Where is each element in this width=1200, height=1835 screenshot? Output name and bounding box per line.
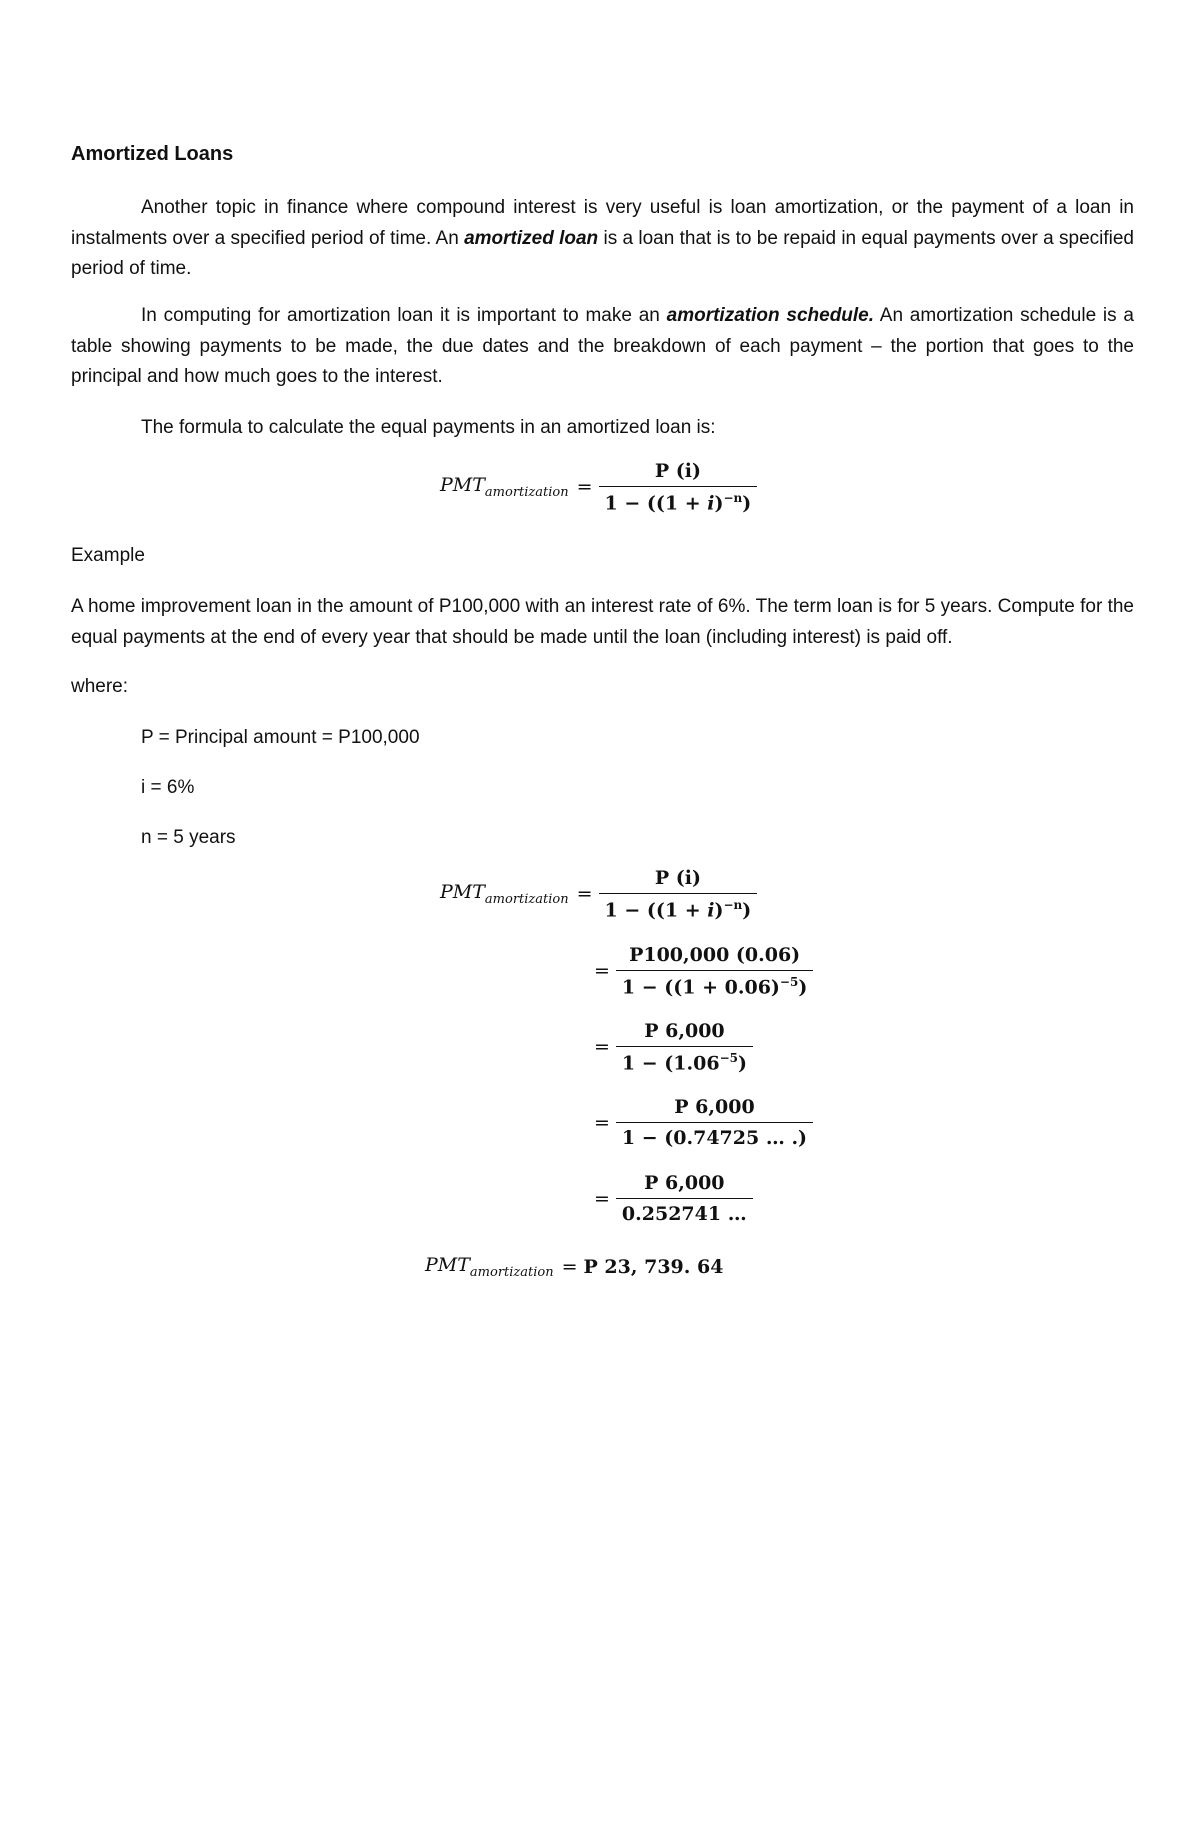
step-numerator: P 6,000: [616, 1096, 813, 1123]
variable-interest: i = 6%: [141, 777, 195, 798]
schedule-text-a: In computing for amortization loan it is important to make an: [141, 305, 667, 326]
step-fraction: [616, 944, 813, 998]
term-amortization-schedule: amortization schedule.: [666, 305, 875, 326]
step-numerator: P 6,000: [616, 1020, 753, 1047]
formula-denominator: $1 - ((1 + i)^{-n})$: [604, 491, 752, 515]
solution-equals: =: [576, 883, 593, 906]
formula-lhs: $PMT_{amortization}$: [440, 474, 569, 501]
general-formula: [440, 460, 757, 514]
where-label: where:: [71, 676, 129, 697]
intro-paragraph: [71, 193, 1134, 285]
example-paragraph: A home improvement loan in the amount of P100,000 with an interest rate of 6%. The term loan is for 5 years. Compute for the equal payments at the end of every year that should be made until the loan (including interest) is paid off.: [71, 596, 1134, 648]
solution-step: = $\frac{P 6,000}{1 - (0.74725 \dots .)}$: [592, 1096, 813, 1149]
example-label: Example: [71, 545, 145, 566]
intro-text-a: Another topic in finance where compound interest is very useful is loan amortization, or the payment of a loan in instalments over a specified period of time. An: [71, 197, 1134, 249]
intro-text-b: is a loan that is to be repaid in equal payments over a specified period of time.: [71, 227, 1134, 279]
term-amortized-loan: amortized loan: [464, 227, 599, 249]
step-fraction: [616, 1172, 753, 1225]
step-denominator: $1 - ((1 + 0.06)^{-5})$: [621, 975, 808, 999]
formula-fraction: [599, 460, 758, 514]
step-denominator: 1 − (0.74725 … .): [621, 1127, 808, 1149]
result-value: P 23, 739. 64: [583, 1256, 724, 1278]
step-numerator: P 6,000: [616, 1172, 753, 1199]
result-lhs: $PMT_{amortization}$: [425, 1254, 554, 1280]
schedule-paragraph: [71, 301, 1134, 393]
solution-formula: [440, 867, 757, 921]
section-heading: Amortized Loans: [71, 143, 234, 165]
step-denominator: $1 - (1.06^{-5})$: [621, 1051, 747, 1075]
variable-periods: n = 5 years: [141, 827, 236, 848]
variable-principal: P = Principal amount = P100,000: [141, 727, 420, 748]
result-equals: =: [561, 1256, 578, 1278]
step-fraction: [616, 1020, 753, 1074]
solution-lhs: $PMT_{amortization}$: [440, 881, 569, 908]
solution-numerator: P (i): [599, 867, 758, 894]
formula-equals: =: [576, 476, 593, 499]
solution-step: = $\frac{P 6,000}{1 - (1.06^{-5})}$: [592, 1020, 753, 1074]
formula-intro-paragraph: The formula to calculate the equal payments in an amortized loan is:: [141, 417, 716, 438]
step-numerator: P100,000 (0.06): [616, 944, 813, 971]
solution-step: = $\frac{P 6,000}{0.252741 \dots}$: [592, 1172, 753, 1225]
solution-denominator: $1 - ((1 + i)^{-n})$: [604, 898, 752, 922]
solution-step: = $\frac{P100,000 (0.06)}{1 - ((1 + 0.06)^{-5})}$: [592, 944, 813, 998]
step-fraction: [616, 1096, 813, 1149]
formula-numerator: P (i): [599, 460, 758, 487]
schedule-text-b: An amortization schedule is a table showing payments to be made, the due dates and the breakdown of each payment – the portion that goes to the principal and how much goes to the interest.: [71, 305, 1134, 387]
solution-fraction: [599, 867, 758, 921]
step-denominator: 0.252741 …: [621, 1203, 747, 1225]
solution-result: [425, 1254, 723, 1280]
